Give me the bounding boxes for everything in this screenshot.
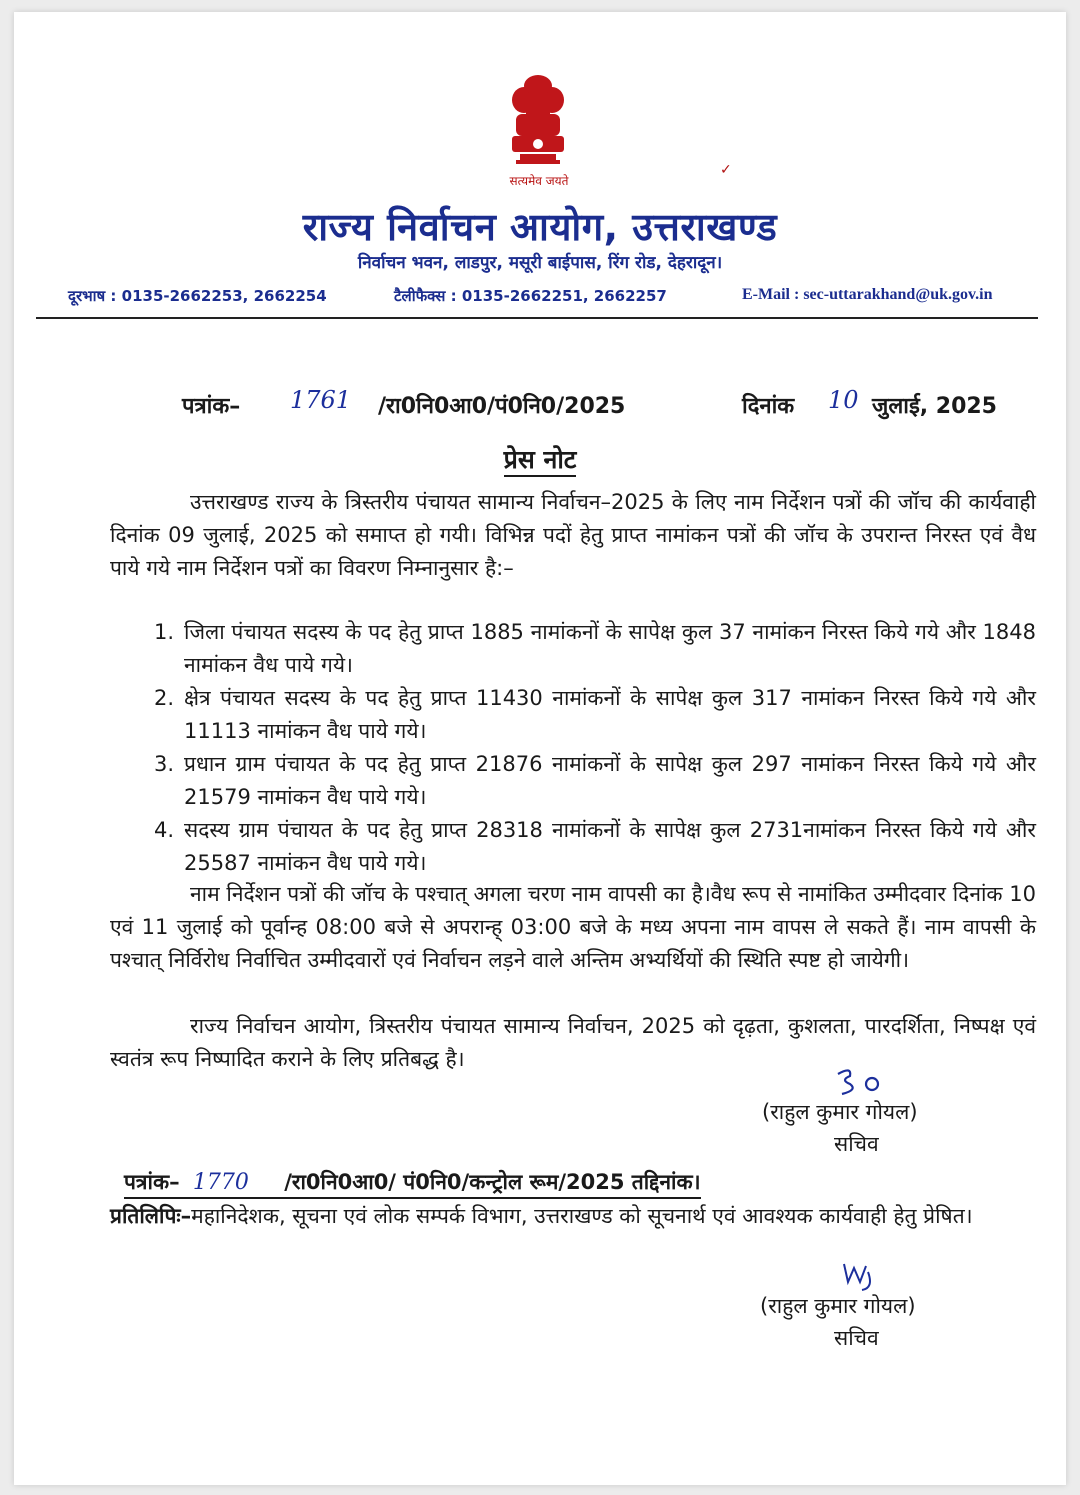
signatory-name: (राहुल कुमार गोयल): [762, 1100, 918, 1124]
copy-to: [110, 1200, 1036, 1232]
telefax-number: टैलीफैक्स : 0135-2662251, 2662257: [394, 287, 667, 305]
press-note-page: [14, 12, 1066, 1485]
copy-to-label: प्रतिलिपिः–: [110, 1204, 192, 1228]
bottom-reference-label: पत्रांक–: [124, 1170, 180, 1194]
list-item: [154, 748, 1036, 814]
date-day: 10: [828, 386, 859, 414]
bottom-reference: [124, 1168, 701, 1199]
reference-code: /रा0नि0आ0/पं0नि0/2025: [378, 394, 626, 419]
list-text: जिला पंचायत सदस्य के पद हेतु प्राप्त 1885 नामांकनों के सापेक्ष कुल 37 नामांकन निरस्त किये गये और 1848 नामांकन वैध पाये गये।: [184, 620, 1036, 677]
phone-number: दूरभाष : 0135-2662253, 2662254: [68, 287, 327, 305]
email-address[interactable]: E-Mail : sec-uttarakhand@uk.gov.in: [742, 286, 993, 303]
initials-scribble-icon: [840, 1258, 880, 1294]
list-text: सदस्य ग्राम पंचायत के पद हेतु प्राप्त 28318 नामांकनों के सापेक्ष कुल 2731नामांकन निरस्त किये गये और 25587 नामांकन वैध पाये गये।: [184, 818, 1036, 875]
emblem-motto: सत्यमेव जयते: [509, 174, 569, 188]
signature-scribble-icon: [832, 1062, 892, 1102]
header-divider: [36, 317, 1038, 319]
bottom-reference-number: 1770: [192, 1170, 249, 1195]
reference-label: पत्रांक–: [182, 394, 241, 419]
title-text: प्रेस नोट: [504, 445, 577, 477]
commitment-paragraph: राज्य निर्वाचन आयोग, त्रिस्तरीय पंचायत सामान्य निर्वाचन, 2025 को दृढ़ता, कुशलता, पारदर्शिता, निष्पक्ष एवं स्वतंत्र रूप निष्पादित कराने के लिए प्रतिबद्ध है।: [110, 1014, 1036, 1071]
list-text: क्षेत्र पंचायत सदस्य के पद हेतु प्राप्त 11430 नामांकनों के सापेक्ष कुल 317 नामांकन निरस्त किये गये और 11113 नामांकन वैध पाये गये।: [184, 686, 1036, 743]
signatory-designation: सचिव: [834, 1326, 879, 1350]
intro-paragraph: उत्तराखण्ड राज्य के त्रिस्तरीय पंचायत सामान्य निर्वाचन–2025 के लिए नाम निर्देशन पत्रों की जॉच की कार्यवाही दिनांक 09 जुलाई, 2025 को समाप्त हो गयी। विभिन्न पदों हेतु प्राप्त नामांकन पत्रों की जॉच के उपरान्त निरस्त एवं वैध पाये गये नाम निर्देशन पत्रों का विवरण निम्नानुसार है:–: [110, 490, 1036, 580]
list-text: प्रधान ग्राम पंचायत के पद हेतु प्राप्त 21876 नामांकनों के सापेक्ष कुल 297 नामांकन निरस्त किये गये और 21579 नामांकन वैध पाये गये।: [184, 752, 1036, 809]
withdrawal-paragraph: नाम निर्देशन पत्रों की जॉच के पश्चात् अगला चरण नाम वापसी का है।वैध रूप से नामांकित उम्मीदवार दिनांक 10 एवं 11 जुलाई को पूर्वान्ह 08:00 बजे से अपरान्ह् 03:00 बजे के मध्य अपना नाम वापस ले सकते हैं। नाम वापसी के पश्चात् निर्विरोध निर्वाचित उम्मीदवारों एवं निर्वाचन लड़ने वाले अन्तिम अभ्यर्थियों की स्थिति स्पष्ट हो जायेगी।: [110, 882, 1036, 972]
list-number: 2.: [154, 686, 175, 710]
red-tick-mark: ✓: [720, 162, 732, 178]
list-item: [154, 682, 1036, 748]
org-title: राज्य निर्वाचन आयोग, उत्तराखण्ड: [302, 205, 778, 249]
list-number: 3.: [154, 752, 175, 776]
bottom-reference-code: /रा0नि0आ0/ पं0नि0/कन्ट्रोल रूम/2025 तद्दिनांक।: [284, 1170, 701, 1194]
reference-number: 1761: [290, 386, 352, 414]
list-number: 1.: [154, 620, 175, 644]
list-number: 4.: [154, 818, 175, 842]
list-item: [154, 616, 1036, 682]
list-item: [154, 814, 1036, 880]
date-label: दिनांक: [742, 394, 795, 419]
date-month-year: जुलाई, 2025: [872, 394, 997, 419]
org-address: निर्वाचन भवन, लाडपुर, मसूरी बाईपास, रिंग रोड, देहरादून।: [357, 253, 723, 273]
signatory-name: (राहुल कुमार गोयल): [760, 1294, 916, 1318]
copy-to-text: महानिदेशक, सूचना एवं लोक सम्पर्क विभाग, उत्तराखण्ड को सूचनार्थ एवं आवश्यक कार्यवाही हेतु प्रेषित।: [191, 1204, 973, 1228]
signatory-designation: सचिव: [834, 1132, 879, 1156]
page-title: [14, 442, 1066, 476]
